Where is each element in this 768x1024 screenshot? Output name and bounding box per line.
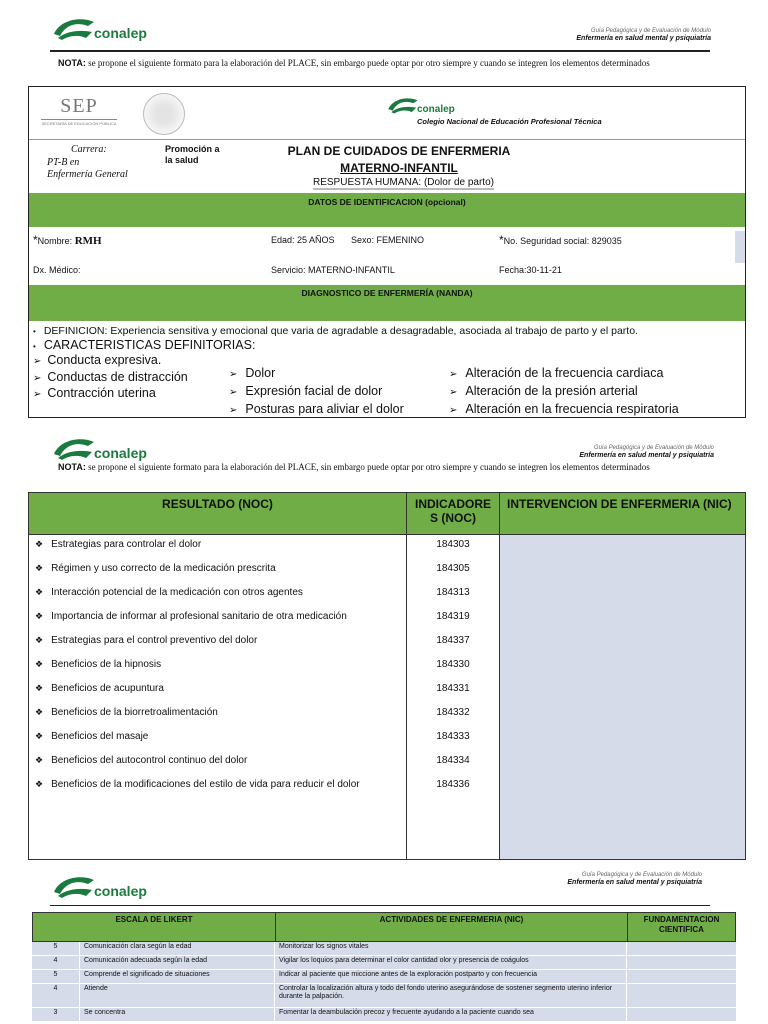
noc-indicator-code: 184332	[436, 706, 470, 718]
header-resultado: RESULTADO (NOC)	[162, 497, 273, 511]
diag-header: DIAGNOSTICO DE ENFERMERÍA (NANDA)	[301, 288, 473, 298]
col-divider-2	[499, 493, 500, 859]
fundamentacion-cell	[627, 984, 736, 1007]
header-rule-3	[50, 905, 710, 906]
header-fundamentacion	[628, 913, 735, 941]
noc-table	[28, 492, 746, 860]
diamond-bullet-icon: ❖	[35, 538, 44, 549]
conalep-logo-2	[50, 432, 147, 462]
datos-header: DATOS DE IDENTIFICACION (opcional)	[308, 197, 466, 207]
diag-header-bar	[29, 285, 745, 321]
char-item: ➢ Dolor	[229, 366, 276, 380]
char-col-1	[33, 353, 188, 403]
header-indicadores	[407, 497, 499, 525]
activity-text: Monitorizar los signos vitales	[275, 942, 627, 955]
fundamentacion-cell	[627, 942, 736, 955]
noc-result-text: Estrategias para controlar el dolor	[51, 538, 202, 550]
char-col-3	[449, 365, 679, 419]
likert-text: Se concentra	[80, 1008, 275, 1021]
diamond-bullet-icon: ❖	[35, 610, 44, 621]
likert-text: Comunicación clara según la edad	[80, 942, 275, 955]
plan-title-line2: MATERNO-INFANTIL	[340, 160, 458, 175]
fundamentacion-cell	[627, 1008, 736, 1021]
table-row	[29, 772, 499, 796]
likert-text: Atiende	[80, 984, 275, 1007]
inner-conalep-logo	[385, 93, 455, 115]
colegio-name: Colegio Nacional de Educación Profesional Técnica	[417, 117, 602, 126]
char-col-2	[229, 365, 404, 419]
char-item: ➢ Alteración de la frecuencia cardiaca	[449, 366, 664, 380]
activity-text: Fomentar la deambulación precoz y frecuente ayudando a la paciente cuando sea	[275, 1008, 627, 1021]
char-item: ➢ Contracción uterina	[33, 386, 156, 400]
noc-result-text: Interacción potencial de la medicación con otros agentes	[51, 586, 303, 598]
noc-result-text: Beneficios de acupuntura	[51, 682, 164, 694]
noc-result-text: Beneficios de la hipnosis	[51, 658, 162, 670]
char-item: ➢ Conductas de distracción	[33, 369, 188, 384]
diamond-bullet-icon: ❖	[35, 658, 44, 669]
carrera-line2: Enfermería General	[47, 169, 128, 180]
diamond-bullet-icon: ❖	[35, 778, 44, 789]
sep-sub: SECRETARÍA DE EDUCACIÓN PÚBLICA	[41, 121, 117, 126]
nota-1	[58, 58, 708, 69]
caracteristicas: • CARACTERISTICAS DEFINITORIAS:	[33, 338, 256, 352]
conalep-logo-2-icon	[50, 432, 98, 462]
likert-rows	[32, 942, 736, 1022]
activity-text: Controlar la localización altura y todo del fondo uterino asegurándose de sostener segmento uterino inferior durante la palpación.	[275, 984, 627, 1007]
header-intervencion: INTERVENCION DE ENFERMERIA (NIC)	[507, 497, 732, 511]
noc-indicator-code: 184303	[436, 538, 470, 550]
definicion-text: DEFINICION: Experiencia sensitiva y emocional que varia de agradable a desagradable, asociada al trabajo de parto y el parto.	[43, 325, 638, 337]
table-row	[29, 676, 499, 700]
plan-title-line1: PLAN DE CUIDADOS DE ENFERMERIA	[287, 144, 511, 158]
sep-label: SEP	[60, 95, 98, 117]
conalep-logo-3-icon	[50, 870, 98, 900]
seguro-field: *No. Seguridad social: 829035	[499, 233, 622, 247]
nota-2-label: NOTA:	[58, 462, 86, 472]
conalep-logo-icon	[50, 12, 98, 42]
nombre-field: *Nombre: RMH	[33, 233, 102, 247]
noc-indicator-code: 184337	[436, 634, 470, 646]
top-divider	[29, 139, 745, 140]
likert-score: 5	[32, 942, 80, 955]
diamond-bullet-icon: ❖	[35, 634, 44, 645]
table-row	[29, 748, 499, 772]
plan-section	[28, 86, 746, 418]
noc-indicator-code: 184319	[436, 610, 470, 622]
char-item: ➢ Alteración de la presión arterial	[449, 384, 638, 398]
nota-label: NOTA:	[58, 58, 86, 68]
mexico-seal-icon	[143, 93, 185, 135]
side-blue-marker	[735, 231, 745, 263]
caracteristicas-text: CARACTERISTICAS DEFINITORIAS:	[43, 338, 256, 352]
fundamentacion-cell	[627, 956, 736, 969]
conalep-logo-text: conalep	[94, 25, 147, 41]
fundamentacion-cell	[627, 970, 736, 983]
table-row	[29, 580, 499, 604]
noc-result-text: Beneficios del autocontrol continuo del dolor	[51, 754, 248, 766]
likert-text: Comunicación adecuada según la edad	[80, 956, 275, 969]
inner-conalep-text: conalep	[417, 103, 455, 115]
noc-result-text: Importancia de informar al profesional sanitario de otra medicación	[51, 610, 347, 622]
noc-indicator-code: 184331	[436, 682, 470, 694]
conalep-logo-3	[50, 870, 147, 900]
noc-indicator-code: 184336	[436, 778, 470, 790]
noc-rows	[29, 532, 499, 796]
table-row	[32, 984, 736, 1008]
activity-text: Indicar al paciente que miccione antes de la exploración postparto y con frecuencia	[275, 970, 627, 983]
nombre-label: Nombre:	[37, 236, 75, 246]
nota-text: se propone el siguiente formato para la elaboración del PLACE, sin embargo puede optar por otro siempre y cuando se integren los elementos determinados	[85, 58, 650, 68]
guide-3-line-1: Guía Pedagógica y de Evaluación de Módulo	[581, 872, 702, 878]
header-indicadores-l1: INDICADORE	[414, 497, 491, 511]
table-row	[29, 652, 499, 676]
likert-table-header	[32, 912, 736, 942]
noc-result-text: Estrategias para el control preventivo del dolor	[51, 634, 258, 646]
plan-title	[259, 143, 539, 177]
likert-score: 5	[32, 970, 80, 983]
fecha-field: Fecha:30-11-21	[499, 265, 562, 275]
noc-result-text: Beneficios de la modificaciones del estilo de vida para reducir el dolor	[51, 778, 360, 790]
diamond-bullet-icon: ❖	[35, 754, 44, 765]
conalep-logo-3-text: conalep	[94, 883, 147, 899]
table-row	[32, 970, 736, 984]
guide-2-line-2: Enfermería en salud mental y psiquiatría	[579, 451, 714, 459]
header-fund-l1: FUNDAMENTACION	[643, 915, 720, 924]
nota-2-text: se propone el siguiente formato para la elaboración del PLACE, sin embargo puede optar por otro siempre y cuando se integren los elementos determinados	[85, 462, 650, 472]
noc-indicator-code: 184305	[436, 562, 470, 574]
guide-header-3	[567, 872, 702, 887]
datos-header-bar	[29, 193, 745, 227]
char-item: ➢ Alteración en la frecuencia respiratoria	[449, 402, 679, 416]
diamond-bullet-icon: ❖	[35, 730, 44, 741]
likert-table	[32, 912, 736, 1024]
guide-2-line-1: Guía Pedagógica y de Evaluación de Módulo	[593, 445, 714, 451]
promocion-line1: Promoción a	[165, 144, 220, 154]
table-row	[29, 700, 499, 724]
likert-text: Comprende el significado de situaciones	[80, 970, 275, 983]
diamond-bullet-icon: ❖	[35, 562, 44, 573]
dx-field: Dx. Médico:	[33, 265, 81, 275]
table-row	[29, 724, 499, 748]
table-row	[29, 604, 499, 628]
likert-score: 4	[32, 956, 80, 969]
header-indicadores-l2: S (NOC)	[430, 511, 476, 525]
table-row	[29, 628, 499, 652]
guide-line-2: Enfermería en salud mental y psiquiatría	[576, 34, 711, 42]
inner-conalep-icon	[385, 93, 421, 115]
table-row	[32, 956, 736, 970]
guide-header	[576, 28, 711, 43]
noc-indicator-code: 184334	[436, 754, 470, 766]
char-item: ➢ Expresión facial de dolor	[229, 384, 383, 398]
diamond-bullet-icon: ❖	[35, 682, 44, 693]
header-actividades: ACTIVIDADES DE ENFERMERIA (NIC)	[276, 913, 628, 941]
guide-3-line-2: Enfermería en salud mental y psiquiatría	[567, 878, 702, 886]
noc-result-text: Beneficios de la biorretroalimentación	[51, 706, 218, 718]
table-row	[29, 532, 499, 556]
servicio-field: Servicio: MATERNO-INFANTIL	[271, 265, 395, 275]
noc-result-text: Beneficios del masaje	[51, 730, 149, 742]
header-rule	[50, 50, 710, 52]
char-item: ➢ Posturas para aliviar el dolor	[229, 402, 404, 416]
sexo-field: Sexo: FEMENINO	[351, 235, 425, 245]
nombre-value: RMH	[74, 235, 102, 247]
guide-header-2	[579, 445, 714, 460]
diamond-bullet-icon: ❖	[35, 706, 44, 717]
noc-indicator-code: 184313	[436, 586, 470, 598]
edad-field: Edad: 25 AÑOS	[271, 235, 335, 245]
carrera-line1: PT-B en	[47, 156, 80, 168]
carrera-label: Carrera:	[71, 144, 107, 155]
respuesta-humana: RESPUESTA HUMANA: (Dolor de parto)	[313, 177, 494, 188]
promocion-line2: la salud	[165, 154, 199, 165]
char-item: ➢ Conducta expresiva.	[33, 353, 162, 367]
diamond-bullet-icon: ❖	[35, 586, 44, 597]
definicion: • DEFINICION: Experiencia sensitiva y emocional que varia de agradable a desagradable, asociada al trabajo de parto y el parto.	[33, 325, 638, 337]
activity-text: Vigilar los loquios para determinar el color cantidad olor y presencia de coágulos	[275, 956, 627, 969]
seguro-label: No. Seguridad social: 829035	[503, 236, 622, 246]
noc-indicator-code: 184330	[436, 658, 470, 670]
guide-line-1: Guía Pedagógica y de Evaluación de Módulo	[590, 28, 711, 34]
likert-score: 4	[32, 984, 80, 1007]
table-row	[29, 556, 499, 580]
conalep-logo	[50, 12, 147, 42]
noc-indicator-code: 184333	[436, 730, 470, 742]
header-likert: ESCALA DE LIKERT	[33, 913, 276, 941]
conalep-logo-2-text: conalep	[94, 445, 147, 461]
nic-column-fill	[500, 535, 745, 859]
promocion-block	[165, 144, 220, 166]
carrera-block	[47, 144, 128, 182]
noc-result-text: Régimen y uso correcto de la medicación prescrita	[51, 562, 276, 574]
table-row	[32, 1008, 736, 1022]
sep-logo	[37, 95, 121, 135]
nota-2	[58, 462, 718, 473]
likert-score: 3	[32, 1008, 80, 1021]
table-row	[32, 942, 736, 956]
sep-rule	[41, 119, 117, 120]
header-fund-l2: CIENTIFICA	[659, 924, 704, 934]
